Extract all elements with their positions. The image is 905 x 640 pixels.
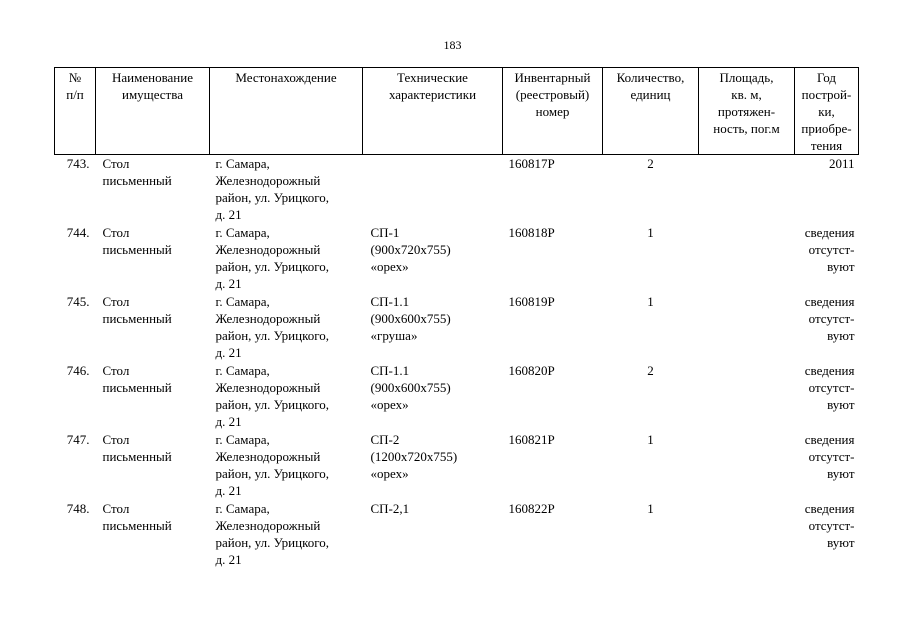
cell-name: Стол письменный [102,156,172,188]
table-row [55,155,859,225]
table-row [55,431,859,500]
cell-year: сведения отсутст- вуют [804,363,855,412]
row-number: 746. [66,363,90,378]
table-row [55,224,859,293]
cell-name: Стол письменный [102,225,172,257]
header-quantity: Количество, единиц [603,68,699,155]
header-name: Наименование имущества [96,68,210,155]
cell-location: г. Самара, Железнодорожный район, ул. Урицкого, д. 21 [215,363,329,429]
cell-tech [363,155,503,225]
cell-inventory: 160822Р [508,501,555,516]
cell-location: г. Самара, Железнодорожный район, ул. Урицкого, д. 21 [215,294,329,360]
cell-area [699,155,795,225]
cell-tech: СП-2 (1200х720х755) «орех» [370,432,458,481]
cell-quantity: 1 [647,294,654,309]
cell-tech: СП-1.1 (900х600х755) «орех» [370,363,451,412]
cell-area [699,500,795,569]
header-tech: Технические характеристики [363,68,503,155]
cell-area [699,431,795,500]
cell-quantity: 1 [647,432,654,447]
cell-name: Стол письменный [102,432,172,464]
header-location: Местонахождение [210,68,363,155]
cell-name: Стол письменный [102,501,172,533]
cell-year: 2011 [828,156,855,171]
cell-location: г. Самара, Железнодорожный район, ул. Урицкого, д. 21 [215,156,329,222]
cell-location: г. Самара, Железнодорожный район, ул. Урицкого, д. 21 [215,501,329,567]
cell-name: Стол письменный [102,363,172,395]
table-row [55,362,859,431]
cell-inventory: 160821Р [508,432,555,447]
header-year: Год построй- ки, приобре- тения [795,68,859,155]
cell-year: сведения отсутст- вуют [804,432,855,481]
table-row [55,293,859,362]
cell-quantity: 2 [647,363,654,378]
page-number: 183 [443,38,462,52]
property-table [54,67,859,569]
row-number: 745. [66,294,90,309]
cell-inventory: 160820Р [508,363,555,378]
cell-inventory: 160818Р [508,225,555,240]
cell-location: г. Самара, Железнодорожный район, ул. Урицкого, д. 21 [215,432,329,498]
cell-area [699,293,795,362]
cell-year: сведения отсутст- вуют [804,225,855,274]
cell-inventory: 160819Р [508,294,555,309]
row-number: 744. [66,225,90,240]
table-header-row [55,68,859,155]
cell-location: г. Самара, Железнодорожный район, ул. Урицкого, д. 21 [215,225,329,291]
cell-year: сведения отсутст- вуют [804,501,855,550]
cell-quantity: 2 [647,156,654,171]
cell-year: сведения отсутст- вуют [804,294,855,343]
cell-name: Стол письменный [102,294,172,326]
row-number: 748. [66,501,90,516]
cell-tech: СП-2,1 [370,501,410,516]
cell-area [699,362,795,431]
table-row [55,500,859,569]
cell-quantity: 1 [647,225,654,240]
cell-inventory: 160817Р [508,156,555,171]
cell-area [699,224,795,293]
header-area: Площадь, кв. м, протяжен- ность, пог.м [699,68,795,155]
cell-quantity: 1 [647,501,654,516]
row-number: 747. [66,432,90,447]
header-number: № п/п [55,68,96,155]
cell-tech: СП-1 (900х720х755) «орех» [370,225,451,274]
cell-tech: СП-1.1 (900х600х755) «груша» [370,294,451,343]
header-inventory: Инвентарный (реестровый) номер [503,68,603,155]
row-number: 743. [66,156,90,171]
